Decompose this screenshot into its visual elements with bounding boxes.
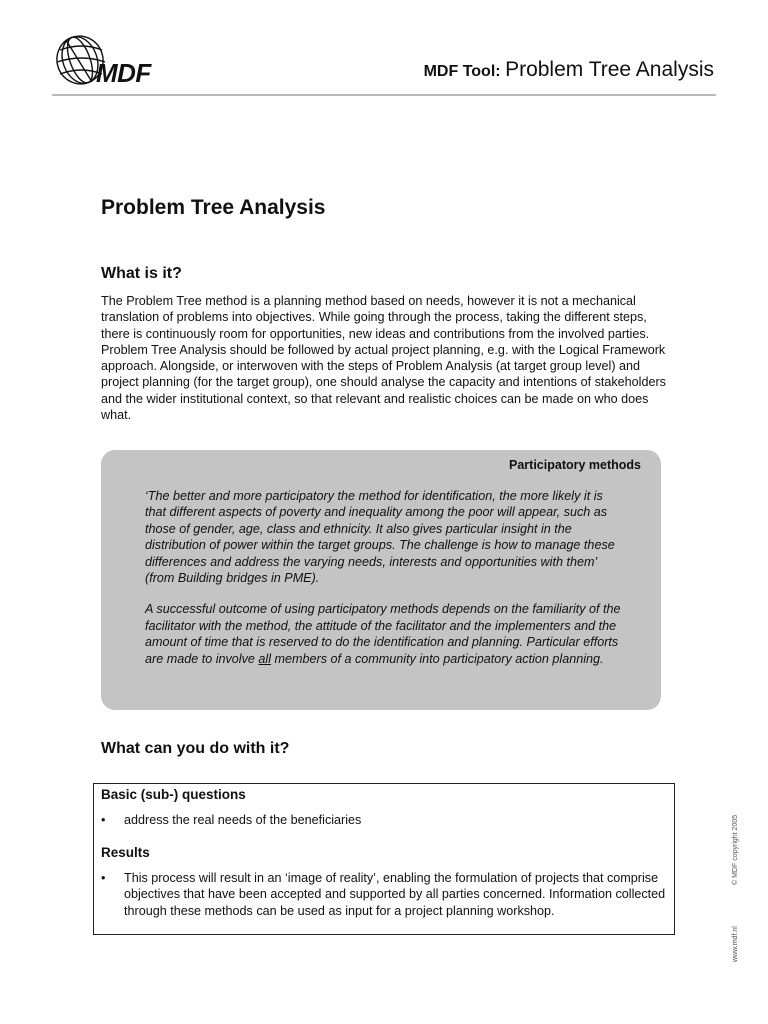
questions-results-box [93,783,675,935]
emphasis-all: all [258,651,272,666]
intro-paragraph: The Problem Tree method is a planning method based on needs, however it is not a mechanical translation of problems into objectives. While going through the process, taking the different steps, there is continuously room for opportunities, new ideas and contributions from the involved parties. Problem Tree Analysis should be followed by actual project planning, e.g. with the Logical Framework approach. Alongside, or interwoven with the steps of Problem Analysis (at target group level) and project planning (for the target group), one should analyse the capacity and intentions of stakeholders and the wider institutional context, so that relevant and realistic choices can be made on who does what. [101,294,666,423]
bullet-icon: • [101,813,106,827]
website-note: www.mdf.nl [732,926,739,962]
header-title-main: Problem Tree Analysis [505,58,714,81]
page-title: Problem Tree Analysis [101,196,326,219]
section-heading-what-is-it: What is it? [101,265,182,282]
results-heading: Results [101,845,150,860]
list-item-text: This process will result in an ‘image of reality’, enabling the formulation of projects that comprise objectives that have been accepted and supported by all parties concerned. Information collected through these methods can be used as input for a project planning workshop. [124,871,666,918]
callout-title: Participatory methods [509,458,641,472]
list-item-text: address the real needs of the beneficiaries [124,813,362,827]
participatory-methods-callout [101,450,661,710]
copyright-note: © MDF copyright 2005 [732,814,739,885]
header-divider [52,94,716,96]
list-item [101,812,666,828]
basic-questions-heading: Basic (sub-) questions [101,787,246,802]
list-item [101,870,666,919]
callout-body [145,488,627,682]
header-title-prefix: MDF Tool: [423,63,501,80]
bullet-icon: • [101,871,106,885]
callout-quote: ‘The better and more participatory the method for identification, the more likely it is that different aspects of poverty and inequality among the poor will appear, such as those of gender, age, class and ethnicity. It also gives particular insight in the distribution of power within the target groups. The challenge is how to manage these differences and address the varying needs, interests and opportunities with them’ (from Building bridges in PME). [145,489,615,586]
callout-paragraph-2: A successful outcome of using participatory methods depends on the familiarity of the facilitator with the method, the attitude of the facilitator and the implementers and the amount of time that is reserved to do the identification and planning. Particular efforts are made to involve all members of a community into participatory action planning. [145,602,621,666]
section-heading-what-can-you-do: What can you do with it? [101,740,290,757]
logo-text: MDF [96,58,151,88]
header-title [424,58,714,82]
mdf-logo [52,30,162,94]
